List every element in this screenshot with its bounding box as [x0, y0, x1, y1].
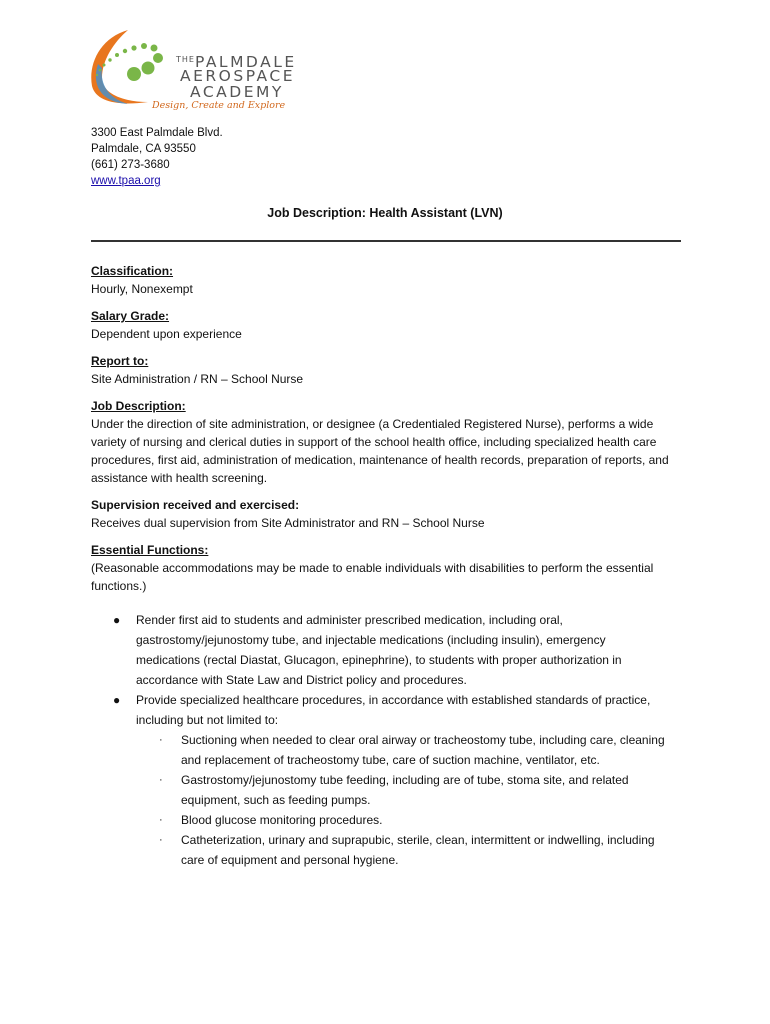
brand-line-1: $^{THE}$PALMDALE — [176, 53, 297, 71]
essential-functions-list — [91, 610, 671, 870]
section-essential — [91, 541, 671, 595]
section-text: Hourly, Nonexempt — [91, 282, 193, 296]
website-link[interactable]: www.tpaa.org — [91, 175, 161, 187]
list-item: ● Provide specialized healthcare procedures, in accordance with established standards of practice, including but not limited to: — [91, 690, 671, 730]
section-label: Supervision received and exercised: — [91, 498, 300, 512]
section-label: Classification: — [91, 264, 174, 278]
section-supervision — [91, 496, 671, 532]
list-item: ● Render first aid to students and administer prescribed medication, including oral, gastrostomy/jejunostomy tube, and injectable medications (including insulin), emergency medications (rectal Diastat, Glucagon, epinephrine), to students with proper authorization in accordance with State Law and District policy and procedures. — [91, 610, 671, 690]
sub-list-item: · Blood glucose monitoring procedures. — [91, 810, 671, 830]
section-label: Job Description: — [91, 399, 186, 413]
title-divider — [91, 240, 681, 242]
document-body — [91, 262, 671, 870]
sub-list-item: · Gastrostomy/jejunostomy tube feeding, including are of tube, stoma site, and related equipment, such as feeding pumps. — [91, 770, 671, 810]
address-phone: (661) 273-3680 — [91, 159, 170, 171]
sub-bullet-icon: · — [159, 834, 163, 846]
address-street: 3300 East Palmdale Blvd. — [91, 127, 223, 139]
brand-line-2: AEROSPACE — [180, 67, 296, 85]
section-classification — [91, 262, 671, 298]
bullet-icon: ● — [113, 693, 121, 707]
address-block — [91, 125, 223, 189]
sub-list-item: · Suctioning when needed to clear oral airway or tracheostomy tube, including care, cleaning and replacement of tracheostomy tube, care of suction machine, ventilator, etc. — [91, 730, 671, 770]
brand-line-3: ACADEMY — [190, 83, 284, 101]
section-report — [91, 352, 671, 388]
sub-bullet-icon: · — [159, 774, 163, 786]
bullet-icon: ● — [113, 613, 121, 627]
section-label: Report to: — [91, 354, 149, 368]
sub-list-item: · Catheterization, urinary and suprapubic, sterile, clean, intermittent or indwelling, including care of equipment and personal hygiene. — [91, 830, 671, 870]
section-label: Essential Functions: — [91, 543, 209, 557]
section-label: Salary Grade: — [91, 309, 170, 323]
section-text: Under the direction of site administration, or designee (a Credentialed Registered Nurse), performs a wide variety of nursing and clerical duties in support of the school health office, including specialized health care procedures, first aid, administration of medication, maintenance of health records, preparation of reports, and assistance with health screening. — [91, 417, 669, 485]
section-text: (Reasonable accommodations may be made to enable individuals with disabilities to perform the essential functions.) — [91, 561, 654, 593]
sub-bullet-icon: · — [159, 734, 163, 746]
address-city: Palmdale, CA 93550 — [91, 143, 196, 155]
sub-bullet-icon: · — [159, 814, 163, 826]
section-salary — [91, 307, 671, 343]
section-description — [91, 397, 671, 487]
brand-tagline: Design, Create and Explore — [152, 100, 286, 111]
section-text: Receives dual supervision from Site Administrator and RN – School Nurse — [91, 516, 485, 530]
section-text: Dependent upon experience — [91, 327, 242, 341]
section-text: Site Administration / RN – School Nurse — [91, 372, 304, 386]
document-title: Job Description: Health Assistant (LVN) — [267, 206, 503, 220]
